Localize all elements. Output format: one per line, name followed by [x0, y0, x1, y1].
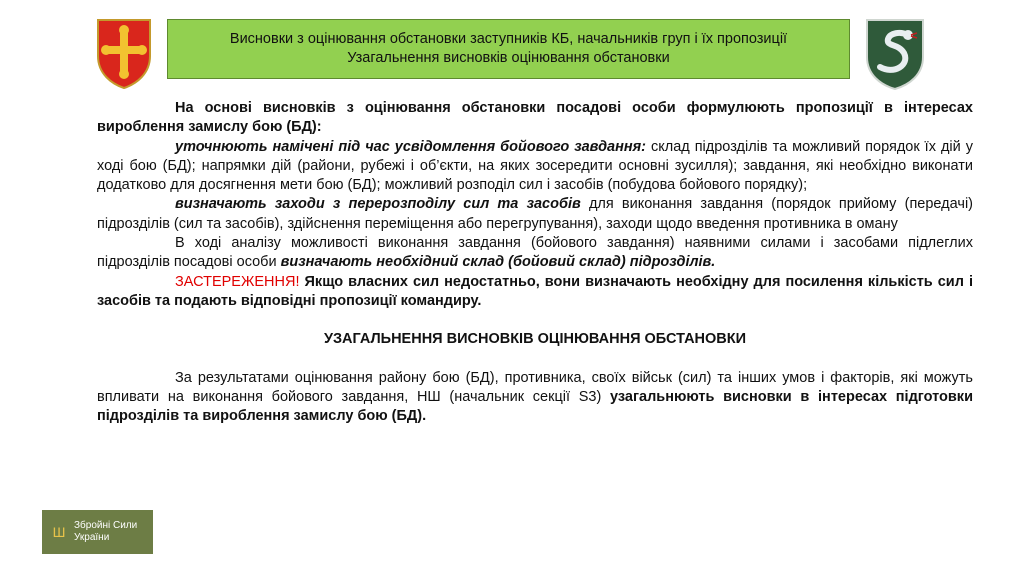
clarify-emphasis: уточнюють намічені під час усвідомлення бойового завдання:	[175, 138, 646, 155]
slide-header	[167, 19, 850, 79]
paragraph-redistribute	[97, 195, 973, 234]
badge-line2: України	[74, 532, 110, 543]
section-title: УЗАГАЛЬНЕННЯ ВИСНОВКІВ ОЦІНЮВАННЯ ОБСТАНОВКИ	[323, 331, 747, 348]
slide-body	[97, 99, 973, 426]
tryzub-icon: Ш	[52, 524, 66, 540]
paragraph-intro: На основі висновків з оцінювання обстановки посадові особи формулюють пропозиції в інтересах вироблення замислу бою (БД):	[97, 100, 973, 136]
summary-emphasis: узагальнюють висновки в інтересах підготовки підрозділів та вироблення замислу бою (БД).	[97, 388, 973, 425]
paragraph-analysis	[97, 234, 973, 273]
red-shield-gold-cross-icon	[96, 18, 152, 90]
analysis-emphasis: визначають необхідний склад (бойовий склад) підрозділів.	[280, 254, 716, 271]
green-shield-snake-icon	[864, 17, 926, 91]
armed-forces-badge	[42, 510, 153, 554]
header-title-line2: Узагальнення висновків оцінювання обстановки	[347, 50, 670, 66]
analysis-text: В ході аналізу можливості виконання завдання (бойового завдання) наявними силами і засобами підлеглих підрозділів посадові особи	[97, 235, 973, 271]
paragraph-warning	[97, 273, 973, 312]
warning-text: Якщо власних сил недостатньо, вони визначають необхідну для посилення кількість сил і засобів та подають відповідні пропозиції командиру.	[97, 273, 973, 309]
paragraph-clarify	[97, 138, 973, 196]
paragraph-summary	[97, 369, 973, 427]
redistribute-text: для виконання завдання (порядок прийому (передачі) підрозділів (сил та засобів), здійснення переміщення або перегрупування), заходи щодо введення противника в оману	[97, 196, 973, 232]
badge-line1: Збройні Сили	[74, 520, 138, 531]
header-title-line1: Висновки з оцінювання обстановки заступників КБ, начальників груп і їх пропозиції	[229, 31, 788, 47]
badge-text	[74, 520, 137, 544]
summary-text: За результатами оцінювання району бою (БД), противника, своїх військ (сил) та інших умов і факторів, які можуть впливати на виконання бойового завдання, НШ (начальник секції S3)	[97, 369, 973, 405]
clarify-text: склад підрозділів та можливий порядок їх дій у ході бою (БД); напрямки дій (райони, рубежі і об’єкти, на яких зосередити основні зусилля); завдання, які необхідно виконати додатково для досягнення мети бою (БД); можливий розподіл сил і засобів (побудова бойового порядку);	[97, 138, 973, 194]
redistribute-emphasis: визначають заходи з перерозподілу сил та засобів	[175, 196, 581, 213]
warning-label: ЗАСТЕРЕЖЕННЯ!	[175, 273, 300, 290]
